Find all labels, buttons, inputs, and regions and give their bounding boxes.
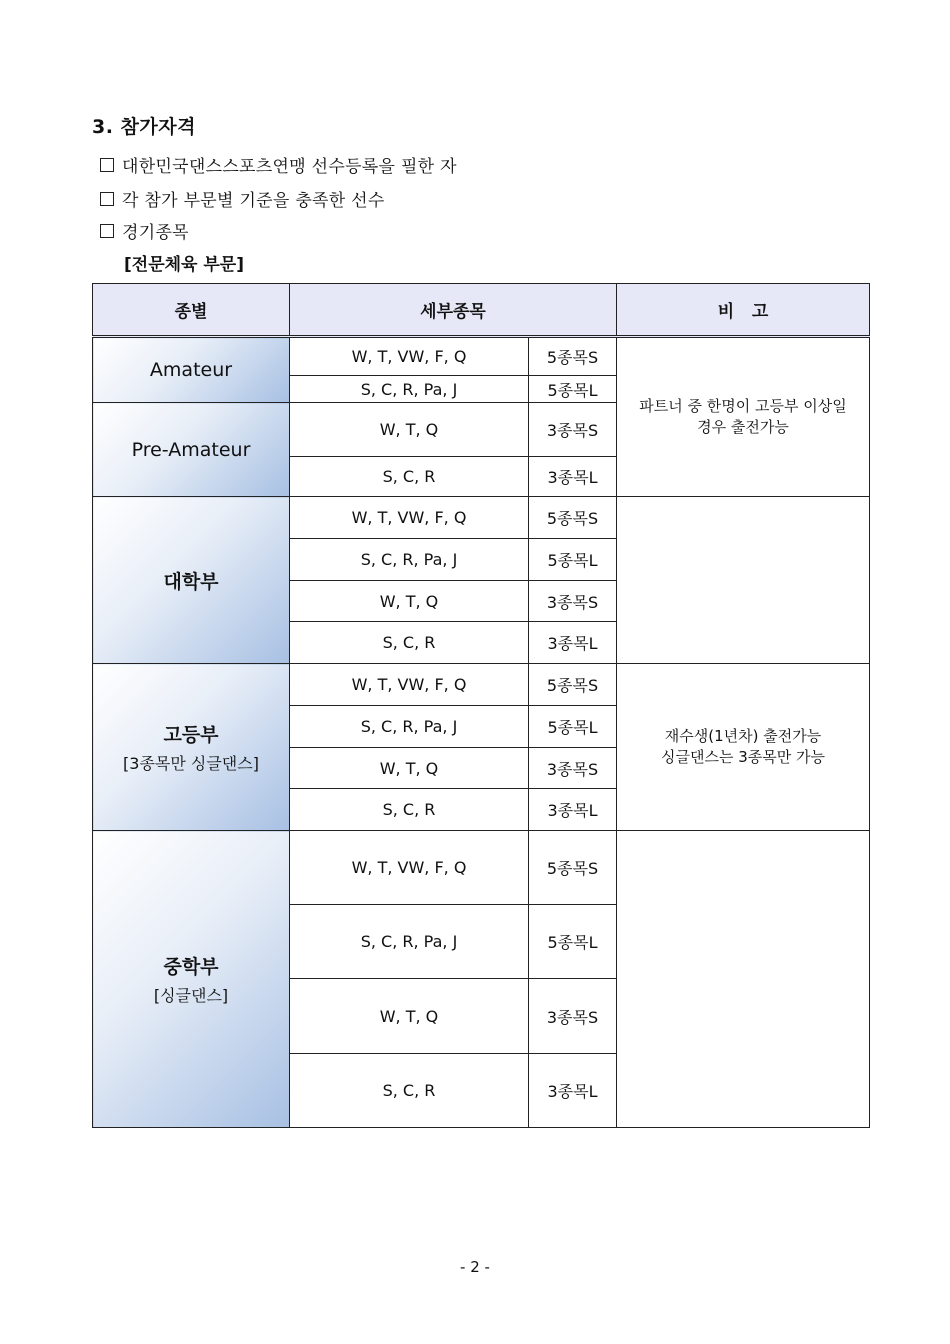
events-cell: S, C, R, Pa, J: [290, 539, 529, 581]
count-cell: 3종목L: [529, 622, 617, 664]
table-row: [93, 831, 870, 905]
events-cell: W, T, Q: [290, 748, 529, 789]
category-cell: [93, 497, 290, 664]
events-cell: W, T, VW, F, Q: [290, 664, 529, 706]
table-row: [93, 337, 870, 376]
count-cell: 5종목S: [529, 664, 617, 706]
note-line: 경우 출전가능: [697, 418, 789, 436]
note-line: 파트너 중 한명이 고등부 이상일: [639, 397, 847, 415]
table-subtitle: [전문체육 부문]: [124, 255, 244, 275]
note-cell: [617, 497, 870, 664]
checklist-item-text: 경기종목: [122, 223, 189, 243]
count-cell: 3종목L: [529, 1054, 617, 1128]
category-label: 대학부: [163, 570, 219, 593]
category-cell: [93, 403, 290, 497]
table-header-row: [93, 284, 870, 337]
count-cell: 3종목L: [529, 789, 617, 831]
category-cell: [93, 664, 290, 831]
section-title: 3. 참가자격: [92, 116, 196, 138]
checklist-item-text: 각 참가 부문별 기준을 충족한 선수: [122, 191, 385, 211]
count-cell: 3종목S: [529, 403, 617, 457]
category-label: 고등부: [163, 724, 219, 746]
page-number: - 2 -: [460, 1258, 490, 1276]
events-cell: W, T, VW, F, Q: [290, 497, 529, 539]
count-cell: 5종목L: [529, 905, 617, 979]
note-cell: [617, 831, 870, 1128]
count-cell: 3종목L: [529, 457, 617, 497]
count-cell: 3종목S: [529, 581, 617, 622]
count-cell: 5종목S: [529, 497, 617, 539]
events-cell: S, C, R: [290, 789, 529, 831]
events-cell: W, T, Q: [290, 581, 529, 622]
category-label: Pre-Amateur: [131, 438, 251, 461]
header-note: 비 고: [617, 284, 870, 337]
header-events: 세부종목: [290, 284, 617, 337]
events-cell: S, C, R, Pa, J: [290, 376, 529, 403]
header-category: 종별: [93, 284, 290, 337]
checklist-item-text: 대한민국댄스스포츠연맹 선수등록을 필한 자: [122, 157, 457, 177]
category-sublabel: [3종목만 싱글댄스]: [123, 754, 259, 773]
table-row: [93, 664, 870, 706]
events-cell: W, T, Q: [290, 403, 529, 457]
note-line: 재수생(1년차) 출전가능: [664, 727, 822, 745]
count-cell: 5종목L: [529, 376, 617, 403]
category-sublabel: [싱글댄스]: [153, 986, 229, 1005]
events-cell: W, T, VW, F, Q: [290, 831, 529, 905]
count-cell: 3종목S: [529, 748, 617, 789]
checkbox-square-icon: [100, 192, 114, 206]
events-cell: S, C, R: [290, 622, 529, 664]
count-cell: 3종목S: [529, 979, 617, 1054]
events-cell: S, C, R, Pa, J: [290, 706, 529, 748]
count-cell: 5종목S: [529, 337, 617, 376]
count-cell: 5종목L: [529, 539, 617, 581]
count-cell: 5종목L: [529, 706, 617, 748]
checkbox-square-icon: [100, 158, 114, 172]
note-cell: [617, 664, 870, 831]
events-cell: S, C, R: [290, 457, 529, 497]
events-cell: W, T, Q: [290, 979, 529, 1054]
events-table: [92, 283, 870, 1128]
events-cell: S, C, R: [290, 1054, 529, 1128]
category-cell: [93, 337, 290, 403]
checklist-item: [100, 152, 457, 177]
category-label: 중학부: [163, 956, 219, 978]
checkbox-square-icon: [100, 224, 114, 238]
events-cell: W, T, VW, F, Q: [290, 337, 529, 376]
events-cell: S, C, R, Pa, J: [290, 905, 529, 979]
category-cell: [93, 831, 290, 1128]
category-label: Amateur: [149, 359, 233, 381]
checklist-item: [100, 186, 385, 211]
checklist-item: [100, 218, 189, 243]
count-cell: 5종목S: [529, 831, 617, 905]
note-line: 싱글댄스는 3종목만 가능: [661, 748, 825, 766]
note-cell: [617, 337, 870, 497]
table-row: [93, 497, 870, 539]
